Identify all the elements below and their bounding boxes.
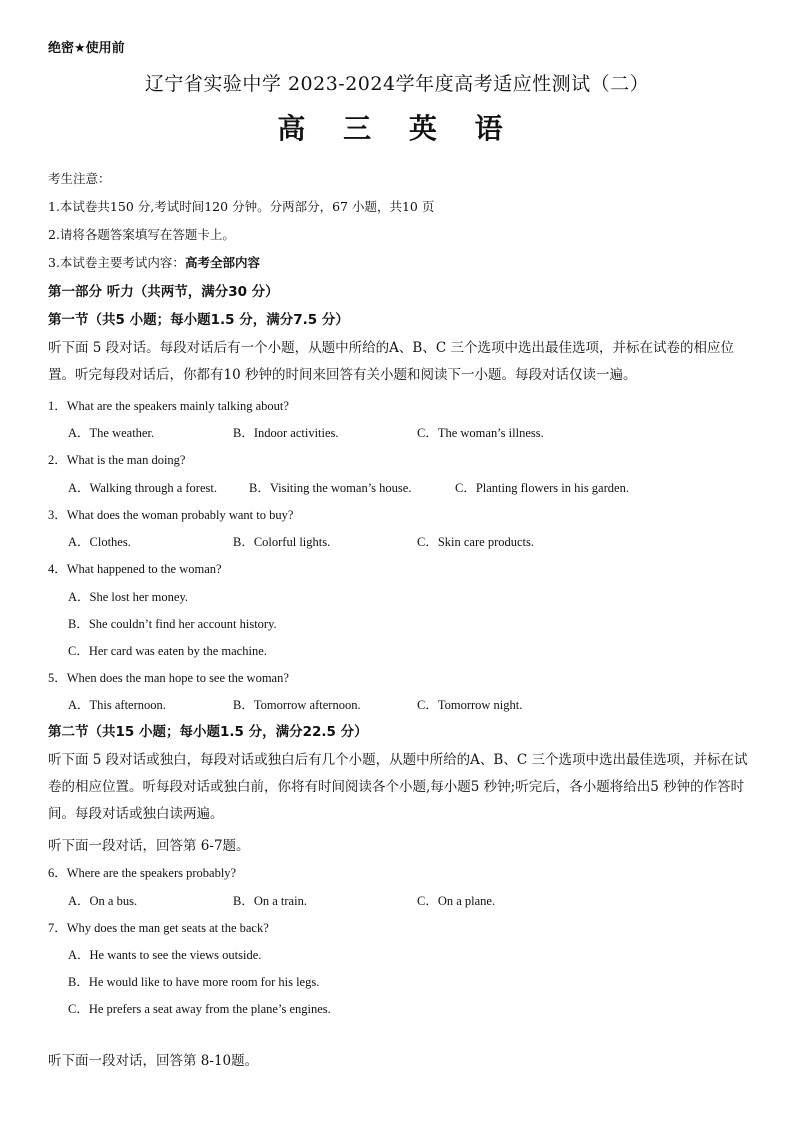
- part1-title: 第一部分 听力（共两节，满分30 分）: [48, 284, 279, 300]
- question-5-stem: 5．When does the man hope to see the woman?: [48, 671, 289, 685]
- question-7-option-c: C．He prefers a seat away from the plane’s engines.: [68, 1002, 331, 1016]
- question-2-stem: 2．What is the man doing?: [48, 453, 186, 467]
- confidential-label: 绝密★使用前: [48, 41, 125, 56]
- question-1-option-b: B．Indoor activities.: [233, 426, 339, 440]
- question-3-option-c: C．Skin care products.: [417, 535, 534, 549]
- question-6-stem: 6．Where are the speakers probably?: [48, 866, 237, 880]
- question-5-option-a: A．This afternoon.: [68, 698, 166, 712]
- section2-title: 第二节（共15 小题；每小题1.5 分，满分22.5 分）: [48, 724, 368, 740]
- subject-title: 高 三 英 语: [277, 112, 517, 145]
- question-6-option-c: C．On a plane.: [417, 894, 496, 908]
- section1-instructions: 听下面 5 段对话。每段对话后有一个小题，从题中所给的A、B、C 三个选项中选出最佳选项，并标在试卷的相应位置。听完每段对话后，你都有10 秒钟的时间来回答有关小题和阅读下一小题。每段对话仅读一遍。: [48, 340, 734, 383]
- question-2-option-c: C．Planting flowers in his garden.: [455, 481, 629, 495]
- dialog-8-10-intro: 听下面一段对话，回答第 8-10题。: [48, 1053, 259, 1069]
- dialog-6-7-intro: 听下面一段对话，回答第 6-7题。: [48, 838, 250, 854]
- question-1-option-c: C．The woman’s illness.: [417, 426, 544, 440]
- notice-item-3: [48, 255, 260, 271]
- question-7-option-a: A．He wants to see the views outside.: [68, 948, 262, 962]
- question-3-stem: 3．What does the woman probably want to buy?: [48, 508, 294, 522]
- question-4-option-b: B．She couldn’t find her account history.: [68, 617, 277, 631]
- notice-item-3-prefix: 3.本试卷主要考试内容：: [48, 255, 185, 270]
- question-6-option-a: A．On a bus.: [68, 894, 138, 908]
- question-6-option-b: B．On a train.: [233, 894, 307, 908]
- question-2-option-b: B．Visiting the woman’s house.: [249, 481, 412, 495]
- question-4-option-c: C．Her card was eaten by the machine.: [68, 644, 267, 658]
- exam-title: 辽宁省实验中学 2023-2024学年度高考适应性测试（二）: [144, 73, 650, 95]
- question-5-option-b: B．Tomorrow afternoon.: [233, 698, 361, 712]
- question-4-option-a: A．She lost her money.: [68, 590, 189, 604]
- question-1-option-a: A．The weather.: [68, 426, 155, 440]
- notice-item-3-content: 高考全部内容: [184, 255, 260, 270]
- section2-instructions: 听下面 5 段对话或独白，每段对话或独白后有几个小题，从题中所给的A、B、C 三个选项中选出最佳选项，并标在试卷的相应位置。听每段对话或独白前，你将有时间阅读各个小题,每小题5 秒钟;听完后，各小题将给出5 秒钟的作答时间。每段对话或独白读两遍。: [48, 752, 748, 822]
- question-5-option-c: C．Tomorrow night.: [417, 698, 523, 712]
- question-7-option-b: B．He would like to have more room for his legs.: [68, 975, 320, 989]
- notice-item-2: 2.请将各题答案填写在答题卡上。: [48, 227, 235, 242]
- question-1-stem: 1．What are the speakers mainly talking about?: [48, 399, 289, 413]
- question-4-stem: 4．What happened to the woman?: [48, 562, 222, 576]
- notice-item-1: 1.本试卷共150 分,考试时间120 分钟。分两部分，67 小题，共10 页: [48, 199, 435, 214]
- question-2-option-a: A．Walking through a forest.: [68, 481, 217, 495]
- section1-title: 第一节（共5 小题；每小题1.5 分，满分7.5 分）: [48, 312, 349, 328]
- question-7-stem: 7．Why does the man get seats at the back?: [48, 921, 269, 935]
- question-3-option-a: A．Clothes.: [68, 535, 131, 549]
- notice-heading: 考生注意：: [48, 171, 111, 186]
- question-3-option-b: B．Colorful lights.: [233, 535, 331, 549]
